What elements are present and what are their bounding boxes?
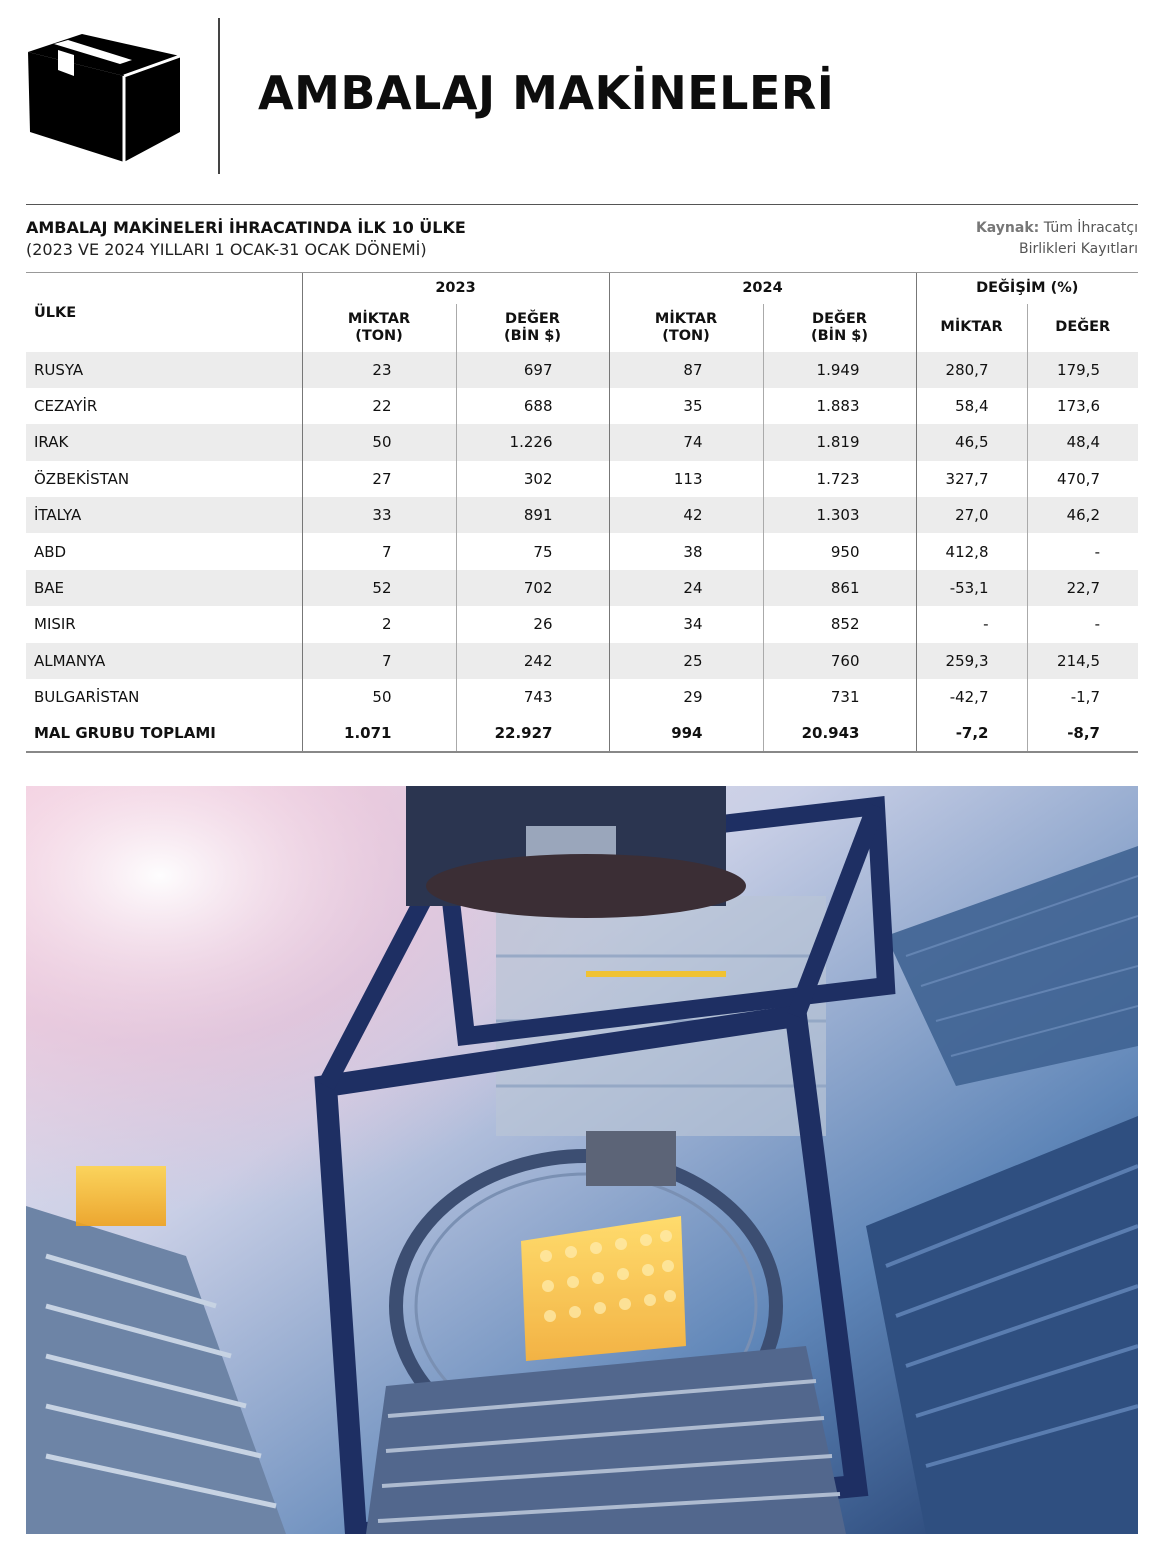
cell-change-value: 173,6 (1027, 388, 1138, 424)
cell-change-value: -1,7 (1027, 679, 1138, 715)
section-rule (26, 204, 1138, 205)
cell-value-2023: 1.226 (456, 424, 609, 460)
cell-qty-2023: 7 (302, 643, 456, 679)
cell-country: ALMANYA (34, 651, 106, 670)
cell-value-2023: 688 (456, 388, 609, 424)
cell-qty-2023: 1.071 (302, 715, 456, 751)
cell-country: MAL GRUBU TOPLAMI (34, 724, 216, 743)
cell-qty-2024: 74 (609, 424, 763, 460)
header-divider (218, 18, 220, 174)
cell-change-qty: 58,4 (916, 388, 1027, 424)
cell-qty-2023: 23 (302, 352, 456, 388)
page-title: AMBALAJ MAKİNELERİ (258, 66, 835, 120)
package-box-icon (24, 24, 184, 166)
cell-qty-2023: 52 (302, 570, 456, 606)
cell-change-value: 470,7 (1027, 461, 1138, 497)
cell-qty-2024: 87 (609, 352, 763, 388)
cell-change-value: 214,5 (1027, 643, 1138, 679)
header-change: DEĞİŞİM (%) (916, 273, 1138, 304)
table-row (26, 424, 1138, 460)
cell-value-2023: 22.927 (456, 715, 609, 751)
cell-value-2023: 743 (456, 679, 609, 715)
table-body (26, 352, 1138, 752)
page-header (0, 0, 1158, 190)
cell-value-2023: 891 (456, 497, 609, 533)
cell-value-2024: 1.819 (763, 424, 916, 460)
cell-change-qty: - (916, 606, 1027, 642)
table-row (26, 533, 1138, 569)
cell-value-2024: 760 (763, 643, 916, 679)
cell-qty-2024: 24 (609, 570, 763, 606)
cell-change-qty: 327,7 (916, 461, 1027, 497)
cell-qty-2024: 25 (609, 643, 763, 679)
table-row (26, 352, 1138, 388)
cell-value-2024: 950 (763, 533, 916, 569)
header-change-value: DEĞER (1027, 304, 1138, 352)
cell-country: İTALYA (34, 506, 82, 525)
cell-value-2024: 861 (763, 570, 916, 606)
table-row (26, 497, 1138, 533)
cell-value-2024: 1.723 (763, 461, 916, 497)
cell-qty-2024: 29 (609, 679, 763, 715)
cell-change-qty: 412,8 (916, 533, 1027, 569)
header-year-2024: 2024 (609, 273, 916, 304)
cell-change-value: 46,2 (1027, 497, 1138, 533)
table-row (26, 606, 1138, 642)
cell-qty-2024: 38 (609, 533, 763, 569)
cell-value-2023: 697 (456, 352, 609, 388)
cell-country: MISIR (34, 615, 76, 634)
source-text-line2: Birlikleri Kayıtları (1018, 241, 1138, 257)
cell-change-value: - (1027, 606, 1138, 642)
cell-value-2024: 1.949 (763, 352, 916, 388)
cell-country: CEZAYİR (34, 397, 98, 416)
cell-value-2024: 20.943 (763, 715, 916, 751)
cell-change-value: 48,4 (1027, 424, 1138, 460)
cell-change-qty: 280,7 (916, 352, 1027, 388)
cell-country: RUSYA (34, 360, 84, 379)
cell-change-qty: 46,5 (916, 424, 1027, 460)
cell-value-2024: 852 (763, 606, 916, 642)
cell-qty-2024: 35 (609, 388, 763, 424)
table-row (26, 388, 1138, 424)
cell-country: BAE (34, 579, 65, 598)
cell-qty-2024: 42 (609, 497, 763, 533)
cell-qty-2023: 33 (302, 497, 456, 533)
cell-change-qty: 27,0 (916, 497, 1027, 533)
cell-qty-2024: 994 (609, 715, 763, 751)
cell-change-value: 22,7 (1027, 570, 1138, 606)
table-row (26, 570, 1138, 606)
cell-qty-2024: 34 (609, 606, 763, 642)
header-year-2023: 2023 (302, 273, 609, 304)
cell-country: ÖZBEKİSTAN (34, 469, 130, 488)
table-title: AMBALAJ MAKİNELERİ İHRACATINDA İLK 10 ÜLKE (26, 218, 466, 237)
cell-country: ABD (34, 542, 67, 561)
source-text-line1: Tüm İhracatçı (1043, 220, 1138, 236)
header-value-2024: DEĞER (BİN $) (763, 304, 916, 352)
header-qty-2023: MİKTAR (TON) (302, 304, 456, 352)
cell-value-2024: 1.303 (763, 497, 916, 533)
cell-change-qty: -7,2 (916, 715, 1027, 751)
table-row (26, 643, 1138, 679)
cell-change-qty: 259,3 (916, 643, 1027, 679)
cell-change-qty: -53,1 (916, 570, 1027, 606)
cell-qty-2023: 50 (302, 679, 456, 715)
source-note (918, 218, 1138, 260)
table-subtitle: (2023 VE 2024 YILLARI 1 OCAK-31 OCAK DÖNEMİ) (26, 240, 427, 259)
cell-qty-2023: 27 (302, 461, 456, 497)
table-row (26, 461, 1138, 497)
header-qty-2024: MİKTAR (TON) (609, 304, 763, 352)
cell-value-2024: 1.883 (763, 388, 916, 424)
cell-value-2023: 242 (456, 643, 609, 679)
cell-value-2023: 302 (456, 461, 609, 497)
cell-qty-2024: 113 (609, 461, 763, 497)
cell-qty-2023: 22 (302, 388, 456, 424)
packaging-machine-photo (26, 786, 1138, 1534)
cell-change-value: 179,5 (1027, 352, 1138, 388)
cell-qty-2023: 2 (302, 606, 456, 642)
header-country: ÜLKE (26, 273, 302, 352)
cell-change-value: - (1027, 533, 1138, 569)
cell-value-2024: 731 (763, 679, 916, 715)
cell-change-value: -8,7 (1027, 715, 1138, 751)
header-value-2023: DEĞER (BİN $) (456, 304, 609, 352)
cell-country: BULGARİSTAN (34, 688, 140, 707)
cell-value-2023: 26 (456, 606, 609, 642)
source-label: Kaynak: (975, 220, 1040, 236)
cell-country: IRAK (34, 433, 69, 452)
table-total-row (26, 715, 1138, 751)
cell-qty-2023: 7 (302, 533, 456, 569)
cell-value-2023: 75 (456, 533, 609, 569)
table-row (26, 679, 1138, 715)
export-table (26, 272, 1138, 753)
header-change-qty: MİKTAR (916, 304, 1027, 352)
cell-qty-2023: 50 (302, 424, 456, 460)
cell-change-qty: -42,7 (916, 679, 1027, 715)
cell-value-2023: 702 (456, 570, 609, 606)
